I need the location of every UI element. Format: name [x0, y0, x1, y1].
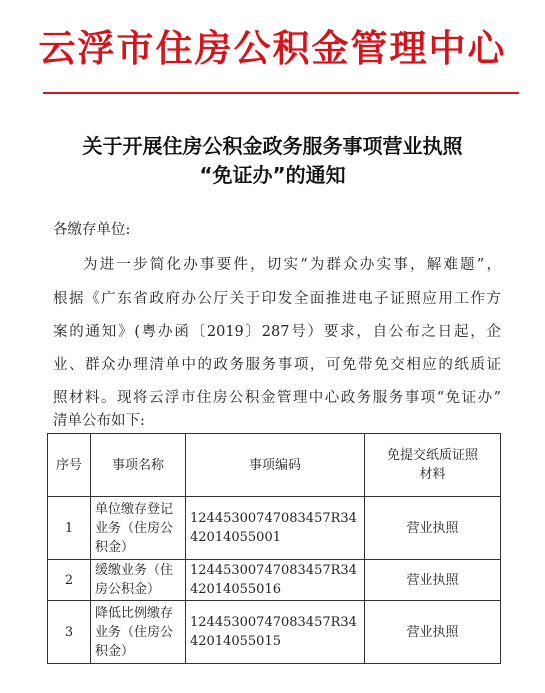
table-row [48, 497, 501, 560]
salutation: 各缴存单位: [53, 222, 131, 238]
body-paragraph-line: 为进一步简化办事要件，切实“为群众办实事，解难题”， [83, 257, 501, 273]
row-serial-number: 1 [48, 497, 91, 560]
masthead-red-rule [43, 92, 519, 94]
row-item-code: 12445300747083457R3442014055001 [186, 497, 365, 560]
agency-masthead: 云浮市住房公积金管理中心 [38, 27, 507, 70]
row-serial-number: 3 [48, 601, 91, 664]
row-item-name: 缓缴业务（住房公积金） [91, 560, 186, 601]
header-item-code: 事项编码 [186, 434, 365, 497]
body-paragraph-line: 案的通知》(粤办函〔2019〕287号）要求，自公布之日起，企 [53, 324, 501, 340]
header-serial-number: 序号 [48, 434, 91, 497]
row-exempt-material: 营业执照 [365, 560, 501, 601]
notice-title-line-1: 关于开展住房公积金政务服务事项营业执照 [82, 134, 463, 158]
table-row [48, 560, 501, 601]
table-row [48, 601, 501, 664]
row-item-name: 降低比例缴存业务（住房公积金） [91, 601, 186, 664]
table-header-row [48, 434, 501, 497]
row-exempt-material: 营业执照 [365, 497, 501, 560]
body-paragraph-line: 业、群众办理清单中的政务服务事项，可免带免交相应的纸质证 [53, 357, 501, 373]
row-item-name: 单位缴存登记业务（住房公积金） [91, 497, 186, 560]
row-item-code: 12445300747083457R3442014055015 [186, 601, 365, 664]
header-item-name: 事项名称 [91, 434, 186, 497]
row-item-code: 12445300747083457R3442014055016 [186, 560, 365, 601]
body-paragraph-line: 清单公布如下: [53, 413, 145, 429]
notice-title-line-2: “免证办”的通知 [199, 163, 346, 187]
exemption-list-table [47, 433, 501, 664]
header-exempt-material: 免提交纸质证照 材料 [365, 434, 501, 497]
row-serial-number: 2 [48, 560, 91, 601]
body-paragraph-line: 根据《广东省政府办公厅关于印发全面推进电子证照应用工作方 [53, 291, 501, 307]
body-paragraph-line: 照材料。现将云浮市住房公积金管理中心政务服务事项“免证办” [53, 390, 501, 406]
row-exempt-material: 营业执照 [365, 601, 501, 664]
